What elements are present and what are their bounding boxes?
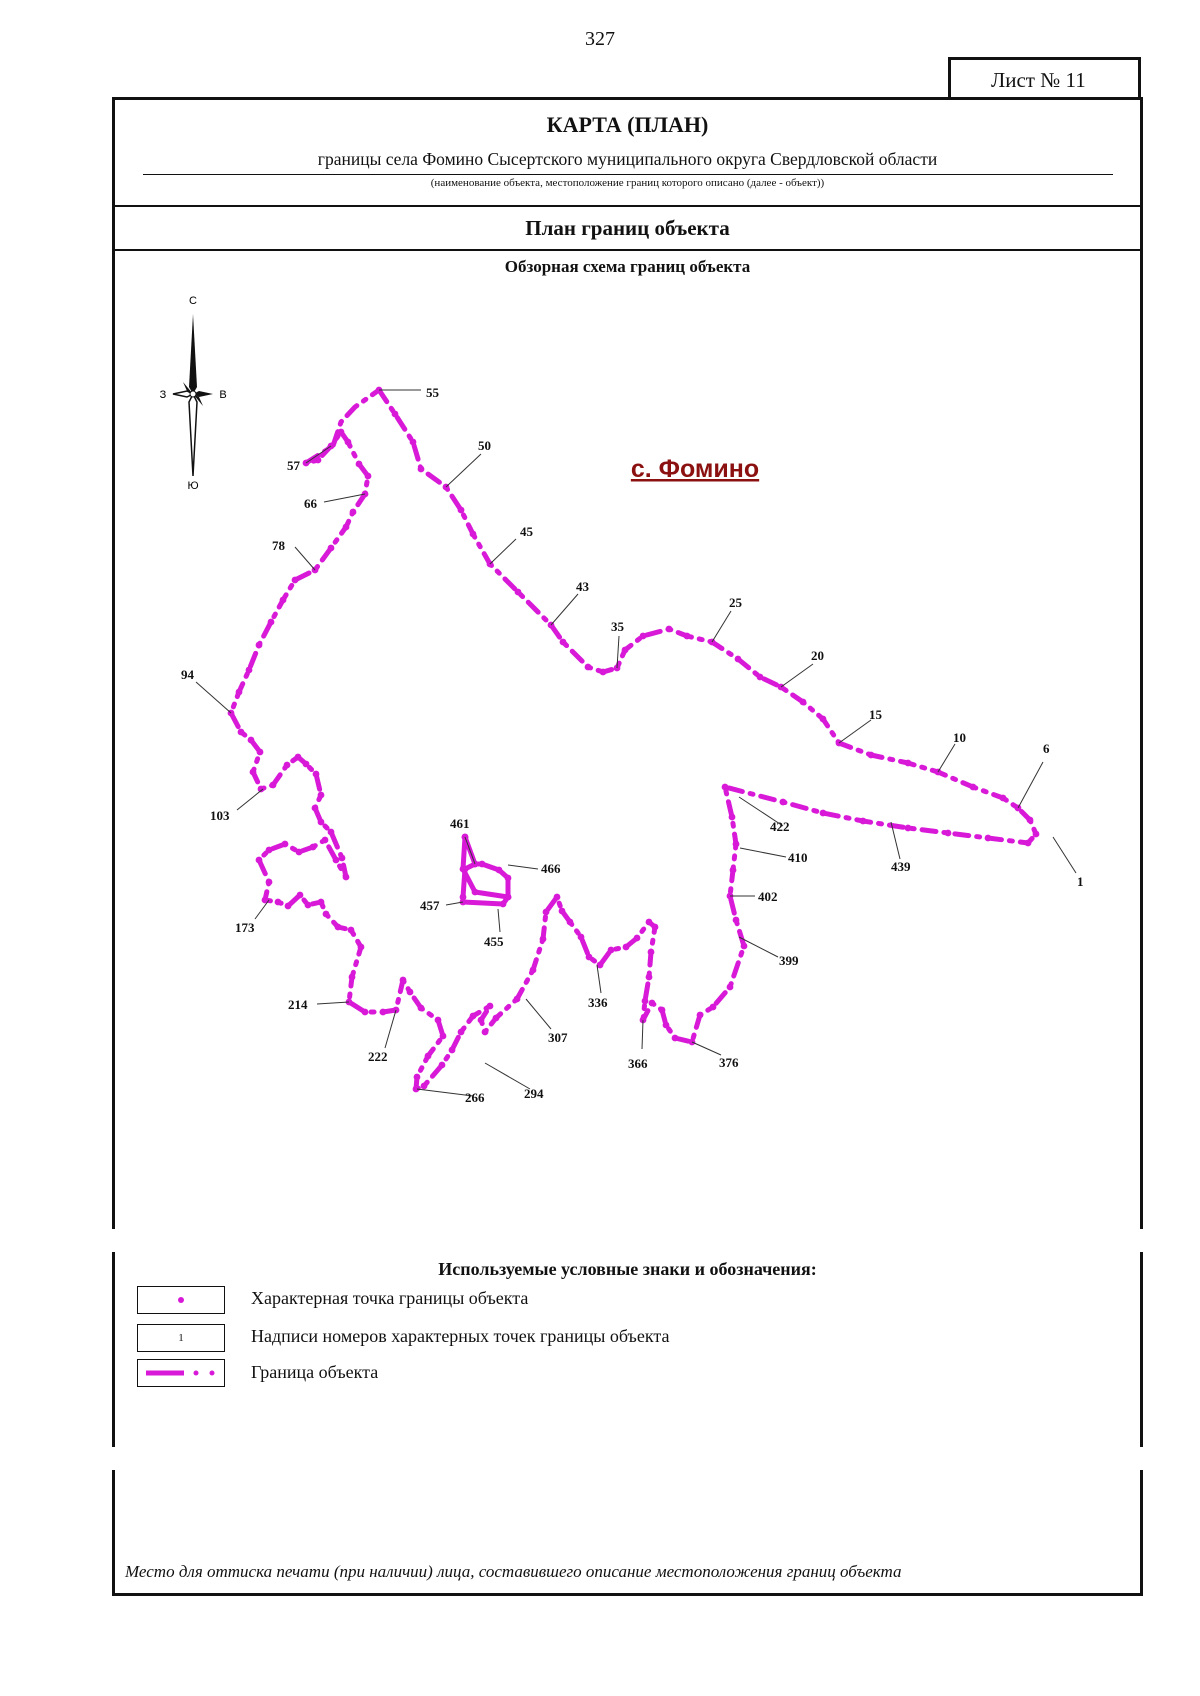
boundary-point [567,919,574,926]
point-label-222: 222 [368,1049,388,1064]
boundary-point [820,716,827,723]
point-label-10: 10 [953,730,966,745]
boundary-point [733,841,740,848]
point-label-45: 45 [520,524,533,539]
boundary-point [295,754,302,761]
boundary-point [322,837,329,844]
boundary-point [905,760,912,767]
boundary-point [313,771,320,778]
boundary-point [730,867,737,874]
boundary-point [318,792,325,799]
boundary-point [530,967,537,974]
boundary-point [435,1017,442,1024]
boundary-point [338,429,345,436]
boundary-point [439,1062,446,1069]
boundary-point [800,699,807,706]
boundary-point [343,524,350,531]
point-label-173: 173 [235,920,255,935]
boundary-point [652,924,659,931]
boundary-point [505,894,512,901]
boundary-point [323,911,330,918]
boundary-line [231,390,1036,1089]
boundary-point [425,1053,432,1060]
boundary-point [268,619,275,626]
boundary-point [470,531,477,538]
point-labels [181,385,1084,1105]
point-label-1: 1 [1077,874,1084,889]
boundary-point [985,835,992,842]
boundary-point [328,545,335,552]
boundary-point [365,473,372,480]
legend-title: Используемые условные знаки и обозначения: [438,1259,817,1279]
boundary-point [356,461,363,468]
point-label-457: 457 [420,898,440,913]
page-title: КАРТА (ПЛАН) [546,112,709,137]
boundary-point [623,944,630,951]
legend-point-text: Характерная точка границы объекта [251,1288,529,1308]
boundary-point [343,874,350,881]
boundary-point [515,589,522,596]
point-label-25: 25 [729,595,742,610]
boundary-point [400,977,407,984]
compass-north: С [189,295,197,307]
point-icon [138,1287,224,1313]
boundary-point [970,784,977,791]
boundary-point [1027,817,1034,824]
boundary-point [820,810,827,817]
boundary-point [246,667,253,674]
point-label-410: 410 [788,850,808,865]
point-label-66: 66 [304,496,317,511]
boundary-point [350,509,357,516]
point-label-214: 214 [288,997,308,1012]
boundary-point [407,989,414,996]
point-label-439: 439 [891,859,911,874]
legend-label-text: Надписи номеров характерных точек границы объекта [251,1326,670,1346]
boundary-point [666,626,673,633]
header-section [112,97,1143,249]
legend-boundary-symbol [137,1359,225,1387]
point-label-6: 6 [1043,741,1050,756]
boundary-point [649,1000,656,1007]
boundary-point [697,1012,704,1019]
boundary-point [640,633,647,640]
boundary-point [663,1022,670,1029]
boundary-point [646,919,653,926]
boundary-point [292,577,299,584]
point-label-78: 78 [272,538,285,553]
boundary-point [335,924,342,931]
map-section [112,249,1143,1229]
leader-lines [196,390,1076,1096]
boundary-point [560,639,567,646]
compass-west: З [159,389,167,401]
boundary-point [328,829,335,836]
boundary-point [258,786,265,793]
boundary-point [646,974,653,981]
compass-east: В [219,389,227,401]
boundary-point [586,954,593,961]
boundary-point [608,947,615,954]
boundary-point [266,847,273,854]
point-label-399: 399 [779,953,799,968]
divider [115,205,1140,207]
boundary-point [414,1074,421,1081]
boundary-point [905,825,912,832]
boundary-point [733,917,740,924]
boundary-point [297,892,304,899]
boundary-point [318,819,325,826]
boundary-point [349,974,356,981]
point-label-455: 455 [484,934,504,949]
point-label-266: 266 [465,1090,485,1105]
boundary-point [285,903,292,910]
point-label-20: 20 [811,648,824,663]
point-label-294: 294 [524,1086,544,1101]
boundary-point [514,996,521,1003]
boundary-point [339,855,346,862]
boundary-point [500,901,507,908]
boundary-point [410,439,417,446]
boundary-point [303,761,310,768]
boundary-point [418,466,425,473]
boundary-point [380,1009,387,1016]
page-number: 327 [585,28,615,50]
legend-label-symbol: 1 [137,1324,225,1352]
point-label-376: 376 [719,1055,739,1070]
boundary-point [741,943,748,950]
boundary-point [282,841,289,848]
boundary-point [348,927,355,934]
map-subtitle: Обзорная схема границ объекта [504,257,751,276]
boundary-point [729,814,736,821]
point-label-466: 466 [541,861,561,876]
boundary-point [559,908,566,915]
boundary-point [487,1003,494,1010]
boundary-point [505,875,512,882]
boundary-point [256,857,263,864]
point-label-94: 94 [181,667,194,682]
boundary-point [540,936,547,943]
point-label-50: 50 [478,438,491,453]
boundary-point [722,784,729,791]
boundary-point [257,749,264,756]
boundary-point [315,457,322,464]
boundary-point [256,642,263,649]
boundary-point [305,902,312,909]
legend-section [112,1252,1143,1447]
boundary-point [333,857,340,864]
point-label-35: 35 [611,619,624,634]
point-label-57: 57 [287,458,300,473]
underline [143,174,1113,175]
boundary-point [684,633,691,640]
boundary-point [1033,831,1040,838]
boundary-point [634,935,641,942]
boundary-lines [228,387,1040,1093]
place-name: с. Фомино [630,455,760,483]
boundary-point [860,818,867,825]
boundary-point [600,669,607,676]
boundary-point [266,879,273,886]
legend-point-symbol [137,1286,225,1314]
point-label-307: 307 [548,1030,568,1045]
boundary-point [458,1029,465,1036]
boundary-point [648,949,655,956]
boundary-point [482,1029,489,1036]
sheet-label: Лист № 11 [948,57,1141,97]
boundary-point [710,1004,717,1011]
point-label-366: 366 [628,1056,648,1071]
boundary-point [296,849,303,856]
boundary-point [318,899,325,906]
boundary-point [238,729,245,736]
point-label-55: 55 [426,385,439,400]
boundary-point [757,674,764,681]
boundary-point [236,689,243,696]
boundary-line [306,390,379,463]
boundary-point [945,830,952,837]
boundary-point [735,656,742,663]
point-label-103: 103 [210,808,230,823]
boundary-point [275,899,282,906]
point-label-402: 402 [758,889,778,904]
stamp-caption: Место для оттиска печати (при наличии) лица, составившего описание местоположения границ объекта [125,1562,902,1581]
boundary-point [780,799,787,806]
boundary-point [440,1033,447,1040]
boundary-line-icon [138,1360,224,1386]
boundary-point [622,647,629,654]
boundary-point [868,752,875,759]
boundary-point [270,782,277,789]
boundary-point [1025,840,1032,847]
boundary-point [421,1083,428,1090]
boundary-point [554,894,561,901]
legend-boundary-text: Граница объекта [251,1362,379,1382]
point-label-336: 336 [588,995,608,1010]
plan-title: План границ объекта [525,216,730,240]
point-label-461: 461 [450,816,470,831]
boundary-point [659,1007,666,1014]
boundary-map [115,251,1140,1229]
boundary-point [727,984,734,991]
boundary-point [312,805,319,812]
boundary-point [470,1013,477,1020]
boundary-point [248,737,255,744]
boundary-point [310,844,317,851]
boundary-point [479,861,486,868]
boundary-point [585,664,592,671]
boundary-point [578,934,585,941]
boundary-point [472,889,479,896]
boundary-point [1000,795,1007,802]
point-label-15: 15 [869,707,882,722]
boundary-point [449,1047,456,1054]
point-label-422: 422 [770,819,790,834]
boundary-point [280,597,287,604]
compass-south: Ю [187,480,199,492]
boundary-point [478,1017,485,1024]
boundary-point [642,998,649,1005]
object-caption: (наименование объекта, местоположение границ которого описано (далее - объект)) [430,177,825,189]
boundary-point [362,1009,369,1016]
object-name: границы села Фомино Сысертского муниципального округа Свердловской области [317,149,938,169]
boundary-point [496,867,503,874]
point-label-43: 43 [576,579,589,594]
boundary-point [458,507,465,514]
boundary-point [358,944,365,951]
boundary-point [493,1015,500,1022]
boundary-point [392,411,399,418]
boundary-point [250,769,257,776]
boundary-point [284,762,291,769]
stamp-section [112,1470,1143,1596]
boundary-point [672,1035,679,1042]
compass-rose-icon [160,295,227,492]
boundary-point [418,1005,425,1012]
boundary-point [345,439,352,446]
boundary-point [543,909,550,916]
boundary-point [462,866,469,873]
